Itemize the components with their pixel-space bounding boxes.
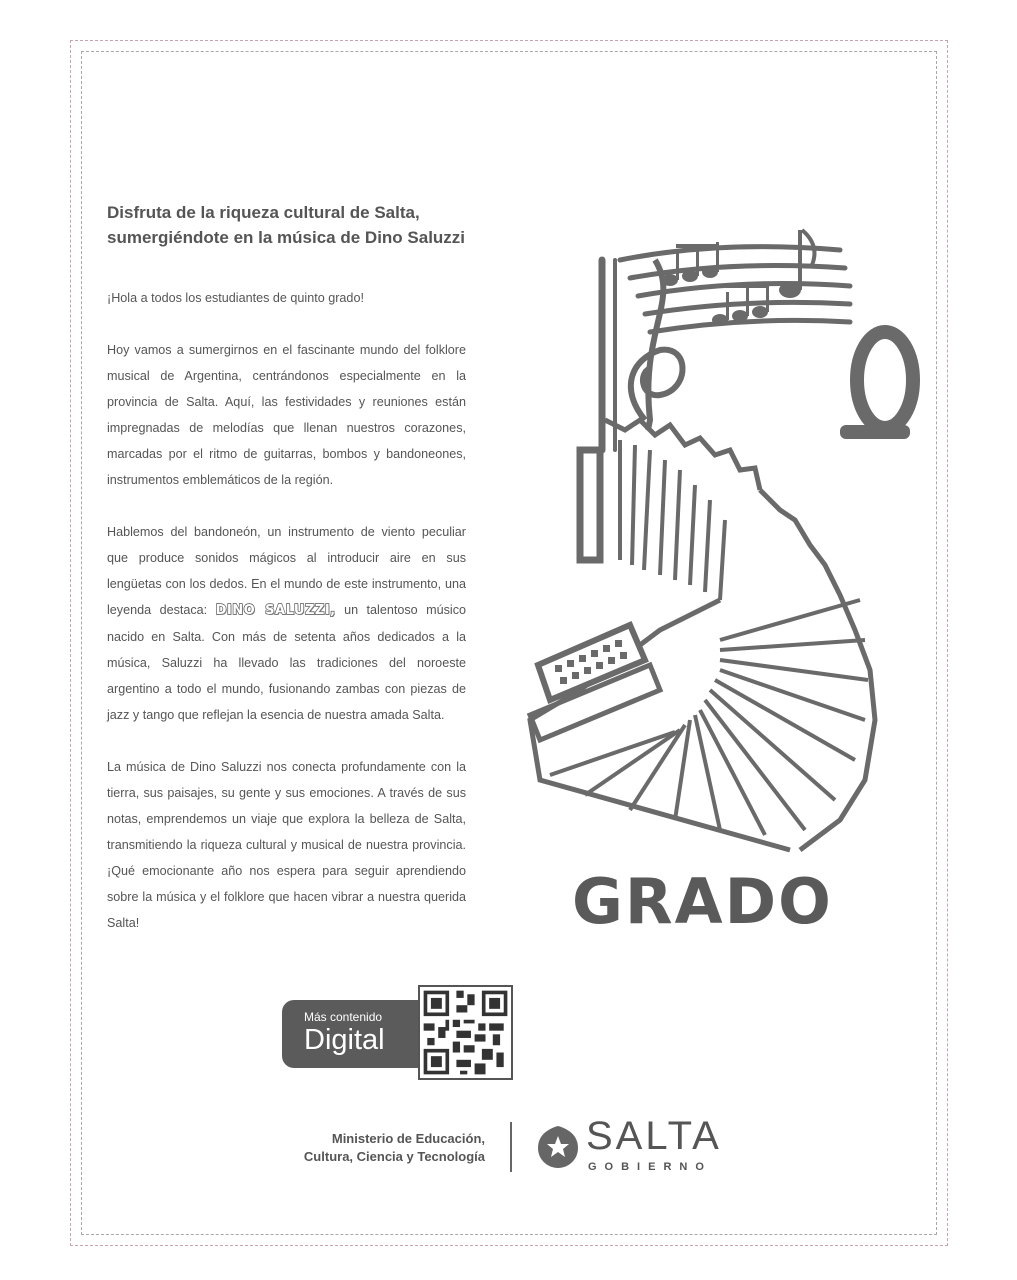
footer-divider [510, 1122, 512, 1172]
paragraph-folklore: Hoy vamos a sumergirnos en el fascinante mundo del folklore musical de Argentina, centrándonos especialmente en la provincia de Salta. Aquí, las festividades y reuniones están impregnadas de melodías que llenan nuestros corazones, marcadas por el ritmo de guitarras, bombos y bandoneones, instrumentos emblemáticos de la región. [107, 343, 466, 487]
headline-line-1: Disfruta de la riqueza cultural de Salta, [107, 203, 420, 222]
grade-label: GRADO [572, 865, 833, 938]
headline [107, 200, 527, 250]
digital-content-badge[interactable] [282, 1000, 422, 1068]
headline-line-2: sumergiéndote en la música de Dino Saluzzi [107, 228, 466, 247]
ministry-line-2: Cultura, Ciencia y Tecnología [303, 1149, 485, 1164]
digital-badge-small-text: Más contenido [304, 1010, 383, 1024]
greeting-paragraph: ¡Hola a todos los estudiantes de quinto grado! [107, 291, 364, 305]
ministry-name [260, 1130, 485, 1166]
paragraph-connection: La música de Dino Saluzzi nos conecta profundamente con la tierra, sus paisajes, su gente y sus emociones. A través de sus notas, emprendemos un viaje que explora la belleza de Salta, transmitiendo la riqueza cultural y musical de nuestra provincia. ¡Qué emocionante año nos espera para seguir aprendiendo sobre la música y el folklore que hacen vibrar a nuestra querida Salta! [107, 760, 466, 930]
paragraph-bandoneon-part-2: un talentoso músico nacido en Salta. Con más de setenta años dedicados a la música, Saluzzi ha llevado las tradiciones del noroeste argentino a todo el mundo, fusionando zambas con piezas de jazz y tango que reflejan la esencia de nuestra amada Salta. [107, 603, 467, 722]
dino-saluzzi-highlight: DINO SALUZZI, [215, 603, 336, 618]
salta-logo-word: SALTA [586, 1114, 722, 1158]
bandoneon-five-icon [520, 220, 920, 860]
article-body [107, 285, 466, 962]
qr-code-icon[interactable] [418, 985, 513, 1080]
paragraph-bandoneon-part-1: Hablemos del bandoneón, un instrumento de viento peculiar que produce sonidos mágicos al introducir aire en sus lengüetas con los dedos. En el mundo de este instrumento, una leyenda destaca: [107, 525, 466, 617]
salta-logo-subtitle: GOBIERNO [588, 1161, 712, 1173]
paragraph-bandoneon [107, 519, 466, 728]
ministry-line-1: Ministerio de Educación, [331, 1131, 485, 1146]
salta-seal-icon [536, 1124, 580, 1170]
digital-badge-big-text: Digital [304, 1024, 385, 1056]
